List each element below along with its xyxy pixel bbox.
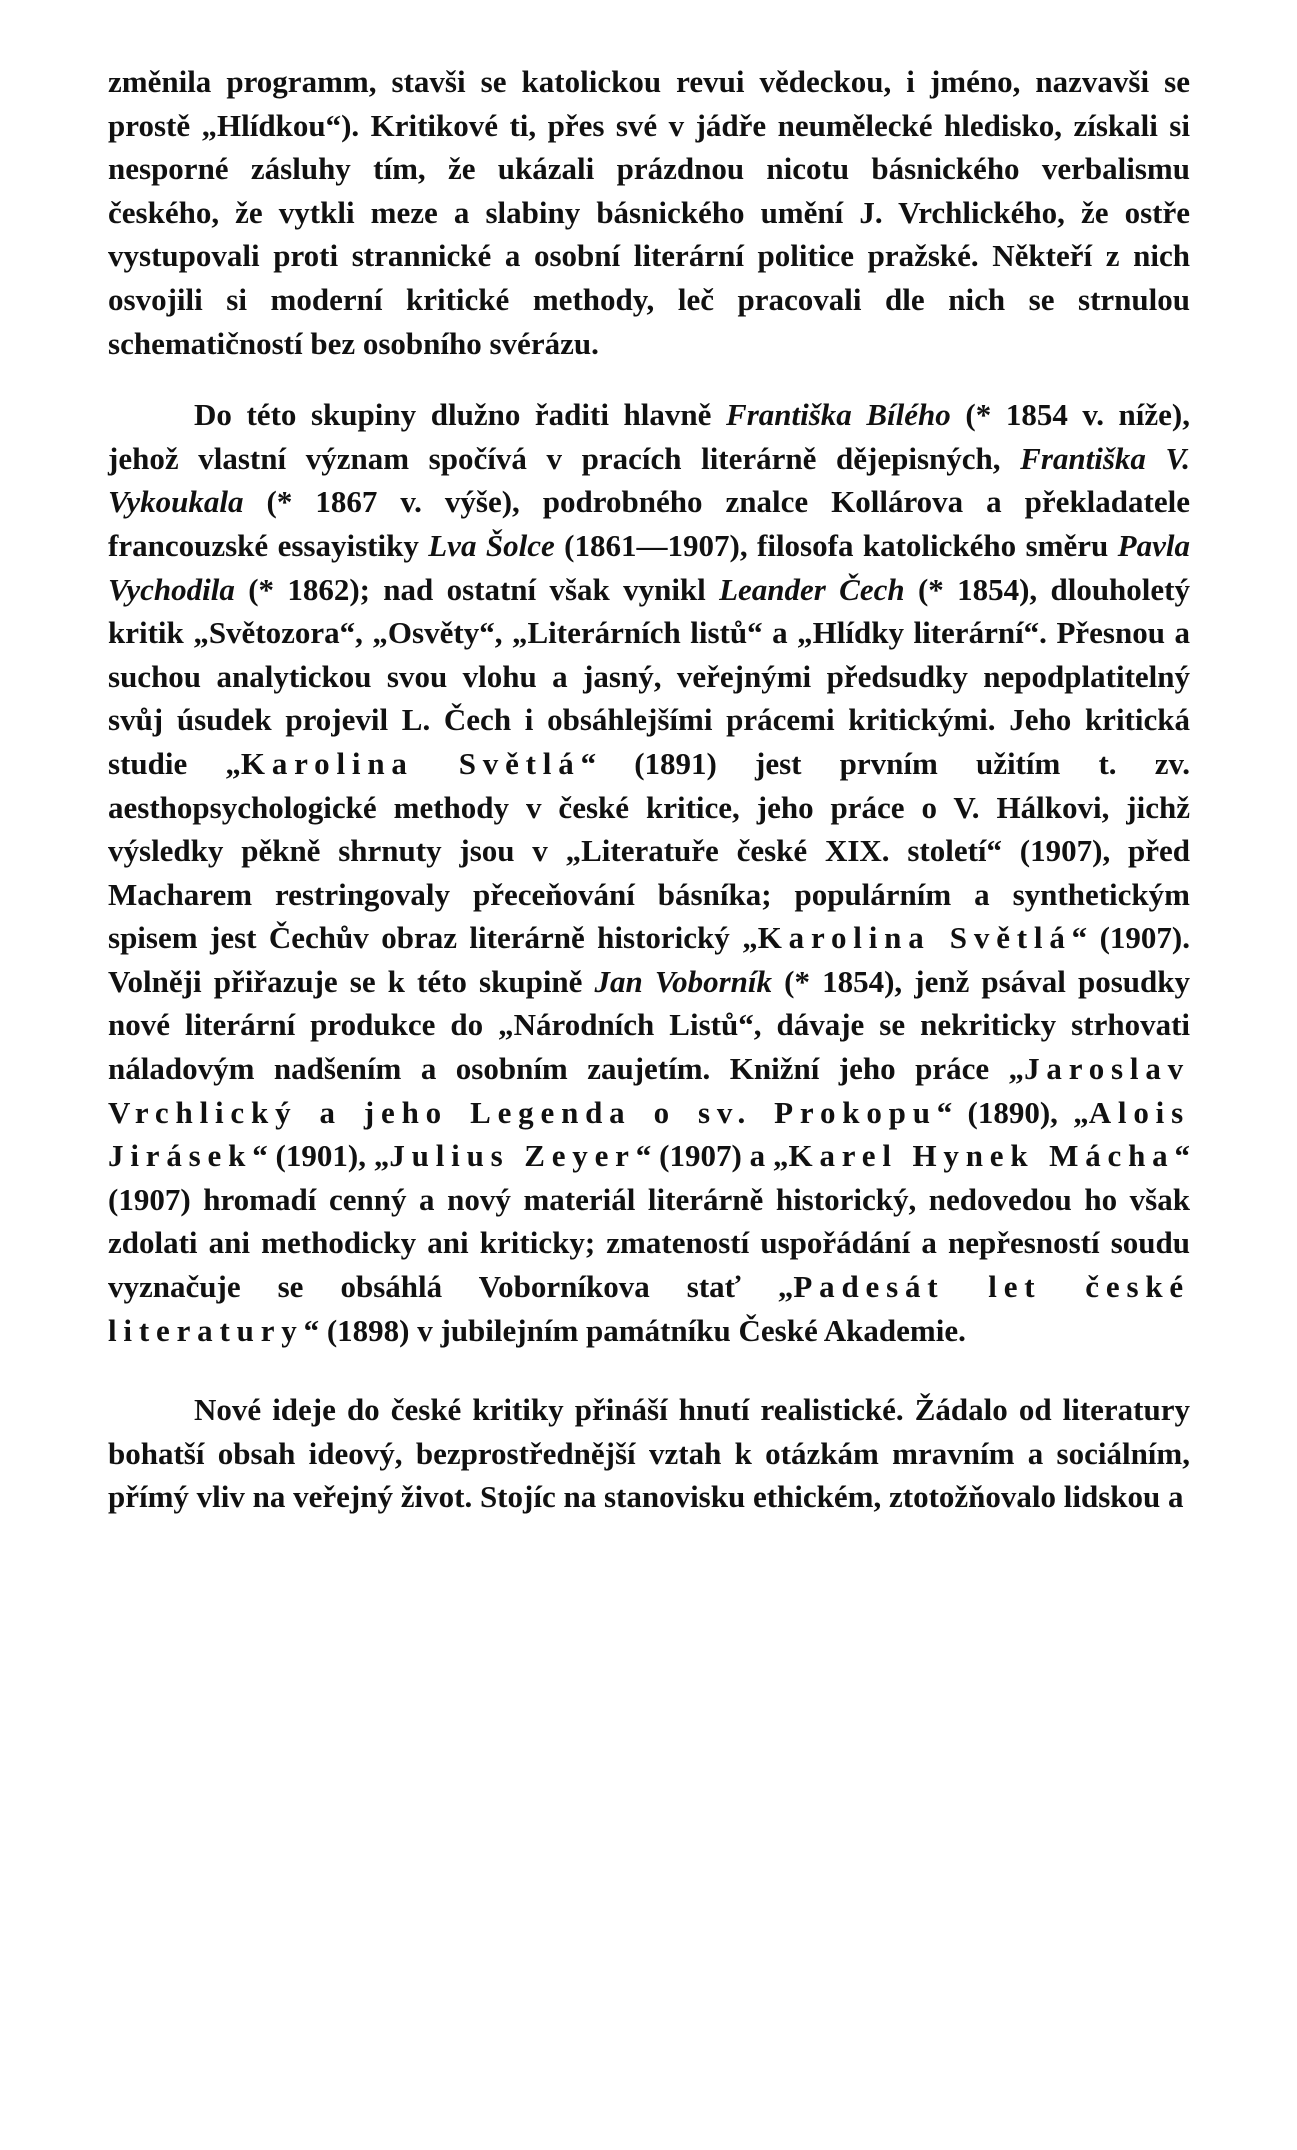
text-run: (* 1854 v. níže), jehož vlastní význam spočívá v pracích literárně dějepisných, [108, 397, 1190, 476]
italic-name: Lva Šolce [428, 527, 555, 563]
text-run: (* 1854), jenž psával posudky nové literární produkce do „Národních Listů“, dávaje se nekriticky strhovati náladovým nadšením a osobním zaujetím. Knižní jeho práce „ [108, 963, 1190, 1087]
text-run: (* 1854), dlouholetý kritik „Světozora“, „Osvěty“, „Literárních listů“ a „Hlídky literární“. Přesnou a suchou analytickou svou vlohu a jasný, veřejnými předsudky nepodplatitelný svůj úsudek projevil L. Čech i obsáhlejšími prácemi kritickými. Jeho kritická studie „ [108, 571, 1190, 781]
text-run: “ (1907) a „ [635, 1138, 789, 1174]
text-run: “ (1898) v jubilejním památníku České Akademie. [303, 1312, 966, 1348]
spaced-title: Karolina Světlá [240, 745, 581, 781]
spaced-title: Jaroslav Vrchlický a jeho Legenda o sv. Prokopu [108, 1051, 1190, 1130]
paragraph-2 [108, 393, 1190, 1352]
text-run: “ (1901), „ [252, 1138, 390, 1174]
paragraph-3 [108, 1388, 1190, 1519]
paragraph-1 [108, 60, 1190, 365]
text-run: (* 1862); nad ostatní však vynikl [234, 571, 720, 607]
spaced-title: Alois Jirásek [108, 1094, 1190, 1174]
spaced-title: Karel Hynek Mácha [788, 1138, 1175, 1174]
text-run: “ (1907) hromadí cenný a nový materiál literárně historický, nedovedou ho však zdolati ani methodicky ani kriticky; zmateností uspořádání a nepřesností soudu vyznačuje se obsáhlá Voborníkova stať „ [108, 1138, 1190, 1305]
text-run: Nové ideje do české kritiky přináší hnutí realistické. Žádalo od literatury bohatší obsah ideový, bezprostřednější vztah k otázkám mravním a sociálním, přímý vliv na veřejný život. Stojíc na stanovisku ethickém, ztotožňovalo lidskou a [108, 1392, 1190, 1515]
spaced-title: Karolina Světlá [757, 920, 1072, 956]
italic-name: Jan Voborník [594, 963, 773, 999]
italic-name: Františka V. Vykoukala [108, 440, 1190, 520]
spaced-title: Julius Zeyer [389, 1138, 636, 1174]
spaced-title: Padesát let české literatury [108, 1269, 1190, 1348]
italic-name: Pavla Vychodila [108, 527, 1190, 607]
text-run: (1861—1907), filosofa katolického směru [554, 527, 1118, 563]
italic-name: Františka Bílého [726, 397, 951, 433]
text-run: “ (1907). Volněji přiřazuje se k této skupině [108, 920, 1190, 999]
book-page [108, 60, 1190, 1519]
text-run: změnila programm, stavši se katolickou revui vědeckou, i jméno, nazvavši se prostě „Hlídkou“). Kritikové ti, přes své v jádře neumělecké hledisko, získali si nesporné zásluhy tím, že ukázali prázdnou nicotu básnického verbalismu českého, že vytkli meze a slabiny básnického umění J. Vrchlického, že ostře vystupovali proti strannické a osobní literární politice pražské. Někteří z nich osvojili si moderní kritické methody, leč pracovali dle nich se strnulou schematičností bez osobního svérázu. [108, 64, 1190, 361]
italic-name: Leander Čech [719, 571, 905, 607]
text-run: “ (1891) jest prvním užitím t. zv. aesthopsychologické methody v české kritice, jeho práce o V. Hálkovi, jichž výsledky pěkně shrnuty jsou v „Literatuře české XIX. století“ (1907), před Macharem restringovaly přeceňování básníka; populárním a synthetickým spisem jest Čechův obraz literárně historický „ [108, 745, 1190, 956]
text-run: Do této skupiny dlužno řaditi hlavně [194, 397, 727, 433]
text-run: (* 1867 v. výše), podrobného znalce Kollárova a překladatele francouzské essayistiky [108, 484, 1190, 563]
text-run: “ (1890), „ [936, 1094, 1089, 1130]
